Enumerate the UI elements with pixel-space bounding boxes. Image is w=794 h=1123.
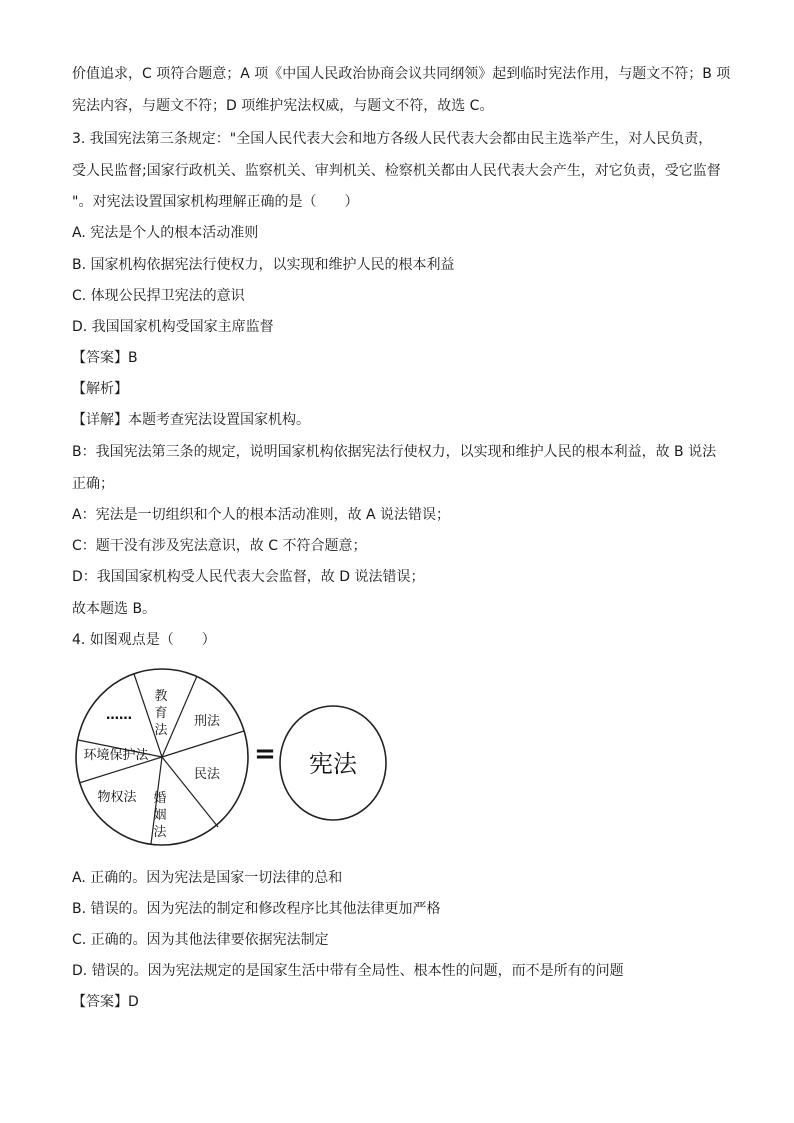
slice-label-more: …… bbox=[106, 708, 132, 723]
slice-label-marriage-law: 法 bbox=[153, 825, 167, 840]
slice-label-environmental-law: 环境保护法 bbox=[83, 748, 149, 763]
text-line: 宪法内容，与题文不符；D 项维护宪法权威，与题文不符，故选 C。 bbox=[72, 98, 494, 114]
question-4-stem: 4. 如图观点是（ ） bbox=[72, 632, 216, 648]
constitution-label: 宪法 bbox=[309, 750, 357, 778]
explanation-line: A：宪法是一切组织和个人的根本活动准则，故 A 说法错误； bbox=[72, 507, 451, 523]
answer-label: 【答案】D bbox=[72, 994, 139, 1010]
equals-sign: = bbox=[254, 739, 276, 769]
explanation-line: D：我国国家机构受人民代表大会监督，故 D 说法错误； bbox=[72, 569, 425, 585]
option-b: B. 错误的。因为宪法的制定和修改程序比其他法律更加严格 bbox=[72, 901, 441, 917]
option-c: C. 正确的。因为其他法律要依据宪法制定 bbox=[72, 932, 329, 948]
explanation-line: B：我国宪法第三条的规定，说明国家机构依据宪法行使权力，以实现和维护人民的根本利益，故 B 说法 bbox=[72, 444, 717, 460]
slice-label-education-law: 法 bbox=[154, 723, 168, 738]
option-d: D. 错误的。因为宪法规定的是国家生活中带有全局性、根本性的问题，而不是所有的问题 bbox=[72, 963, 624, 979]
option-d: D. 我国国家机构受国家主席监督 bbox=[72, 319, 274, 335]
slice-label-education-law: 育 bbox=[154, 706, 168, 721]
option-a: A. 宪法是个人的根本活动准则 bbox=[72, 225, 259, 241]
option-a: A. 正确的。因为宪法是国家一切法律的总和 bbox=[72, 870, 343, 886]
text-line: 价值追求，C 项符合题意；A 项《中国人民政治协商会议共同纲领》起到临时宪法作用，与题文不符；B 项 bbox=[72, 66, 731, 82]
slice-label-marriage-law: 婚 bbox=[153, 791, 167, 806]
law-diagram bbox=[72, 664, 402, 850]
option-c: C. 体现公民捍卫宪法的意识 bbox=[72, 288, 245, 304]
explanation-line: 故本题选 B。 bbox=[72, 601, 157, 617]
option-b: B. 国家机构依据宪法行使权力，以实现和维护人民的根本利益 bbox=[72, 257, 455, 273]
slice-label-education-law: 教 bbox=[154, 689, 168, 704]
slice-label-criminal-law: 刑法 bbox=[193, 714, 221, 729]
slice-label-marriage-law: 姻 bbox=[153, 808, 167, 823]
question-3-stem: 受人民监督;国家行政机关、监察机关、审判机关、检察机关都由人民代表大会产生，对它负责，受它监督 bbox=[72, 163, 721, 179]
question-3-stem: 3. 我国宪法第三条规定："全国人民代表大会和地方各级人民代表大会都由民主选举产生，对人民负责， bbox=[72, 131, 713, 147]
answer-label: 【答案】B bbox=[72, 350, 138, 366]
question-3-stem: "。对宪法设置国家机构理解正确的是（ ） bbox=[72, 194, 359, 210]
explanation-line: 正确； bbox=[72, 476, 114, 492]
explanation-line: C：题干没有涉及宪法意识，故 C 不符合题意； bbox=[72, 538, 367, 554]
slice-label-property-law: 物权法 bbox=[97, 790, 137, 805]
detail-label: 【详解】本题考查宪法设置国家机构。 bbox=[72, 412, 310, 428]
slice-label-civil-law: 民法 bbox=[193, 767, 221, 782]
analysis-label: 【解析】 bbox=[72, 381, 128, 397]
